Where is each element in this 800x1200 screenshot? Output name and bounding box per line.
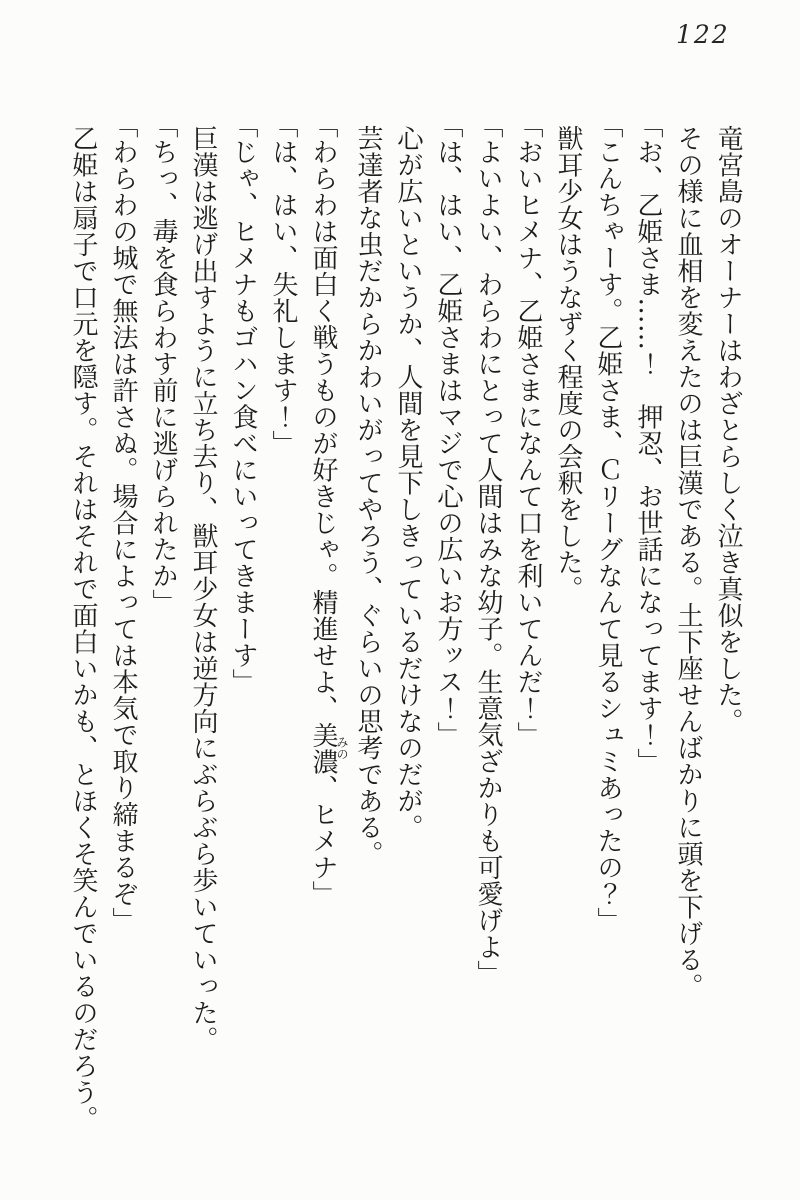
text-line: 「こんちゃーす。乙姫さま、Ｃリーグなんて見るシュミあったの？」 — [593, 112, 623, 934]
ruby-furigana — [308, 721, 349, 775]
text-line: 「おいヒメナ、乙姫さまになんて口を利いてんだ！」 — [513, 112, 543, 748]
page-number: 122 — [676, 20, 730, 49]
text-line: 獣耳少女はうなずく程度の会釈をした。 — [553, 125, 583, 602]
text-segment: 、ヒメナ」 — [308, 774, 338, 907]
text-line: 「は、はい、失礼します！」 — [268, 112, 298, 457]
text-line: 「ちっ、毒を食らわす前に逃げられたか」 — [148, 112, 178, 616]
ruby-base: 美濃 — [308, 721, 338, 775]
text-line: 「は、はい、乙姫さまはマジで心の広いお方ッス！」 — [433, 112, 463, 748]
text-line: その様に血相を変えたのは巨漢である。土下座せんばかりに頭を下げる。 — [673, 125, 703, 1000]
text-line: 竜宮島のオーナーはわざとらしく泣き真似をした。 — [713, 125, 743, 735]
body-text — [63, 112, 748, 1167]
text-line: 巨漢は逃げ出すように立ち去り、獣耳少女は逆方向にぶらぶら歩いていった。 — [188, 125, 218, 1053]
text-line: 「よいよい、わらわにとって人間はみな幼子。生意気ざかりも可愛げよ」 — [473, 112, 503, 987]
text-line: 「じゃ、ヒメナもゴハン食べにいってきまーす」 — [228, 112, 258, 695]
text-line: 「お、乙姫さま……！ 押忍、お世話になってます！」 — [633, 112, 663, 775]
ruby-text: みの — [335, 721, 349, 775]
text-line: 心が広いというか、人間を見下しきっているだけなのだが。 — [393, 125, 423, 841]
text-line: 乙姫は扇子で口元を隠す。それはそれで面白いかも、とほくそ笑んでいるのだろう。 — [68, 125, 98, 1132]
text-line: 「わらわの城で無法は許さぬ。場合によっては本気で取り締まるぞ」 — [108, 112, 138, 934]
text-line — [303, 112, 348, 1167]
text-segment: 「わらわは面白く戦うものが好きじゃ。精進せよ、 — [308, 112, 338, 722]
text-line: 芸達者な虫だからかわいがってやろう、ぐらいの思考である。 — [353, 125, 383, 867]
